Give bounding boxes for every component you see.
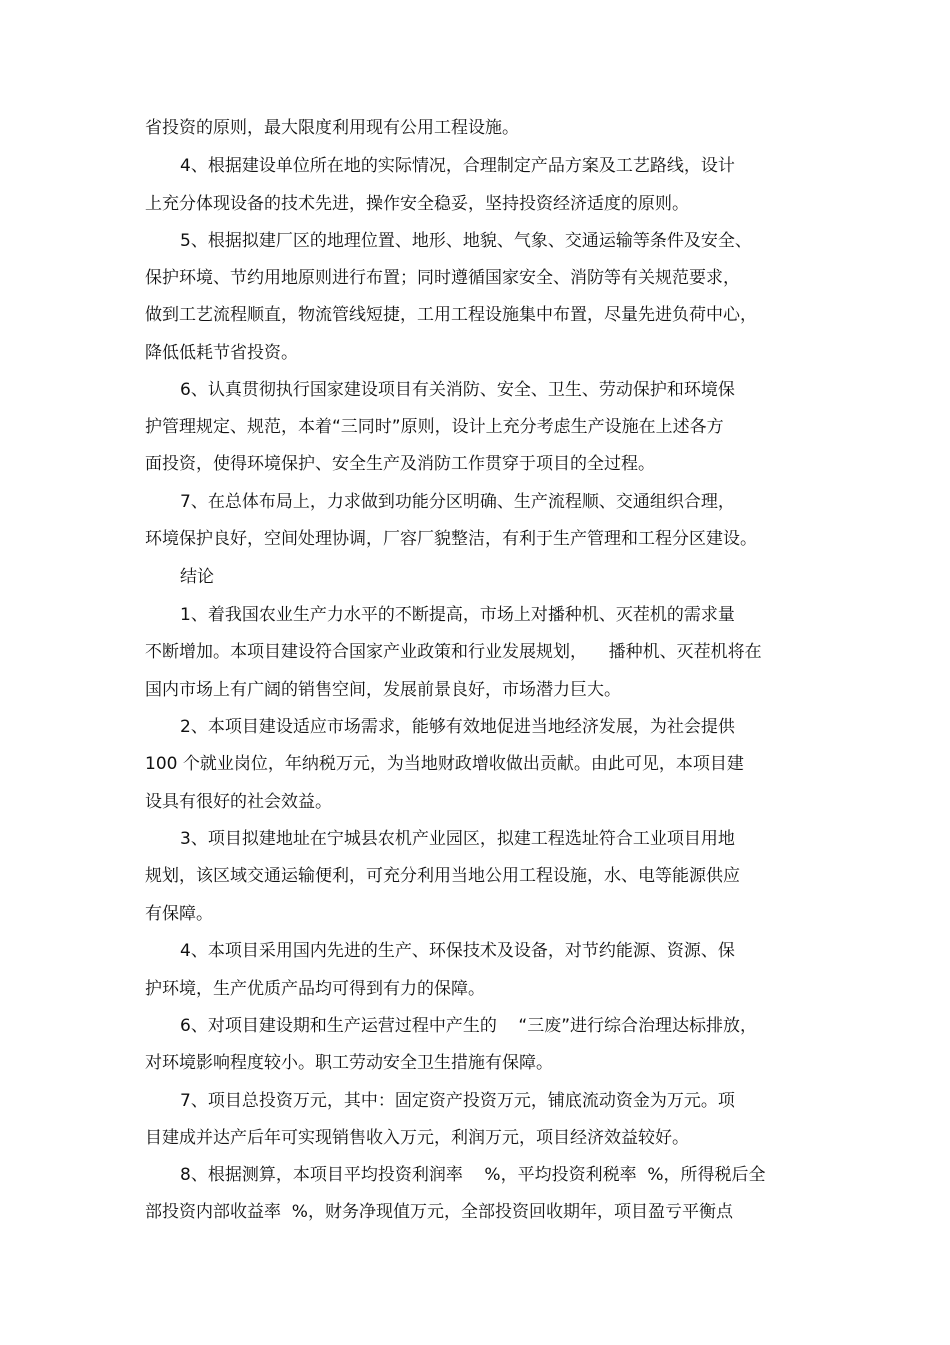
text-line: 有保障。 xyxy=(145,904,213,924)
text-line: 环境保护良好，空间处理协调，厂容厂貌整洁，有利于生产管理和工程分区建设。 xyxy=(145,529,757,549)
text-line: 省投资的原则，最大限度利用现有公用工程设施。 xyxy=(145,118,519,138)
text-line: 设具有很好的社会效益。 xyxy=(145,792,332,812)
text-line: 目建成并达产后年可实现销售收入万元，利润万元，项目经济效益较好。 xyxy=(145,1128,689,1148)
text-line: 护环境，生产优质产品均可得到有力的保障。 xyxy=(145,979,485,999)
text-line: 上充分体现设备的技术先进，操作安全稳妥，坚持投资经济适度的原则。 xyxy=(145,194,689,214)
text-line: 7、在总体布局上，力求做到功能分区明确、生产流程顺、交通组织合理， xyxy=(180,492,735,512)
text-line: 2、本项目建设适应市场需求，能够有效地促进当地经济发展，为社会提供 xyxy=(180,717,735,737)
text-line: 保护环境、节约用地原则进行布置；同时遵循国家安全、消防等有关规范要求， xyxy=(145,268,740,288)
text-line: 4、根据建设单位所在地的实际情况，合理制定产品方案及工艺路线，设计 xyxy=(180,156,735,176)
text-line: 8、根据测算，本项目平均投资利润率 %，平均投资利税率 %，所得税后全 xyxy=(180,1165,766,1185)
text-line: 1、着我国农业生产力水平的不断提高，市场上对播种机、灭茬机的需求量 xyxy=(180,605,735,625)
text-line: 部投资内部收益率 %，财务净现值万元，全部投资回收期年，项目盈亏平衡点 xyxy=(145,1202,733,1222)
text-line: 3、项目拟建地址在宁城县农机产业园区，拟建工程选址符合工业项目用地 xyxy=(180,829,735,849)
text-line: 7、项目总投资万元，其中：固定资产投资万元，铺底流动资金为万元。项 xyxy=(180,1091,735,1111)
text-line: 国内市场上有广阔的销售空间，发展前景良好，市场潜力巨大。 xyxy=(145,680,621,700)
text-line: 6、对项目建设期和生产运营过程中产生的 “三废”进行综合治理达标排放， xyxy=(180,1016,758,1036)
text-line: 做到工艺流程顺直，物流管线短捷，工用工程设施集中布置，尽量先进负荷中心， xyxy=(145,305,757,325)
text-line: 护管理规定、规范，本着“三同时”原则，设计上充分考虑生产设施在上述各方 xyxy=(145,417,724,437)
text-line: 6、认真贯彻执行国家建设项目有关消防、安全、卫生、劳动保护和环境保 xyxy=(180,380,735,400)
text-line: 对环境影响程度较小。职工劳动安全卫生措施有保障。 xyxy=(145,1053,553,1073)
text-line: 面投资，使得环境保护、安全生产及消防工作贯穿于项目的全过程。 xyxy=(145,454,655,474)
text-line: 规划，该区域交通运输便利，可充分利用当地公用工程设施，水、电等能源供应 xyxy=(145,866,740,886)
text-line: 100 个就业岗位，年纳税万元，为当地财政增收做出贡献。由此可见，本项目建 xyxy=(145,754,744,774)
text-line: 不断增加。本项目建设符合国家产业政策和行业发展规划， 播种机、灭茬机将在 xyxy=(145,642,762,662)
text-line: 降低低耗节省投资。 xyxy=(145,343,298,363)
section-heading: 结论 xyxy=(180,567,214,587)
text-line: 5、根据拟建厂区的地理位置、地形、地貌、气象、交通运输等条件及安全、 xyxy=(180,231,752,251)
text-line: 4、本项目采用国内先进的生产、环保技术及设备，对节约能源、资源、保 xyxy=(180,941,735,961)
